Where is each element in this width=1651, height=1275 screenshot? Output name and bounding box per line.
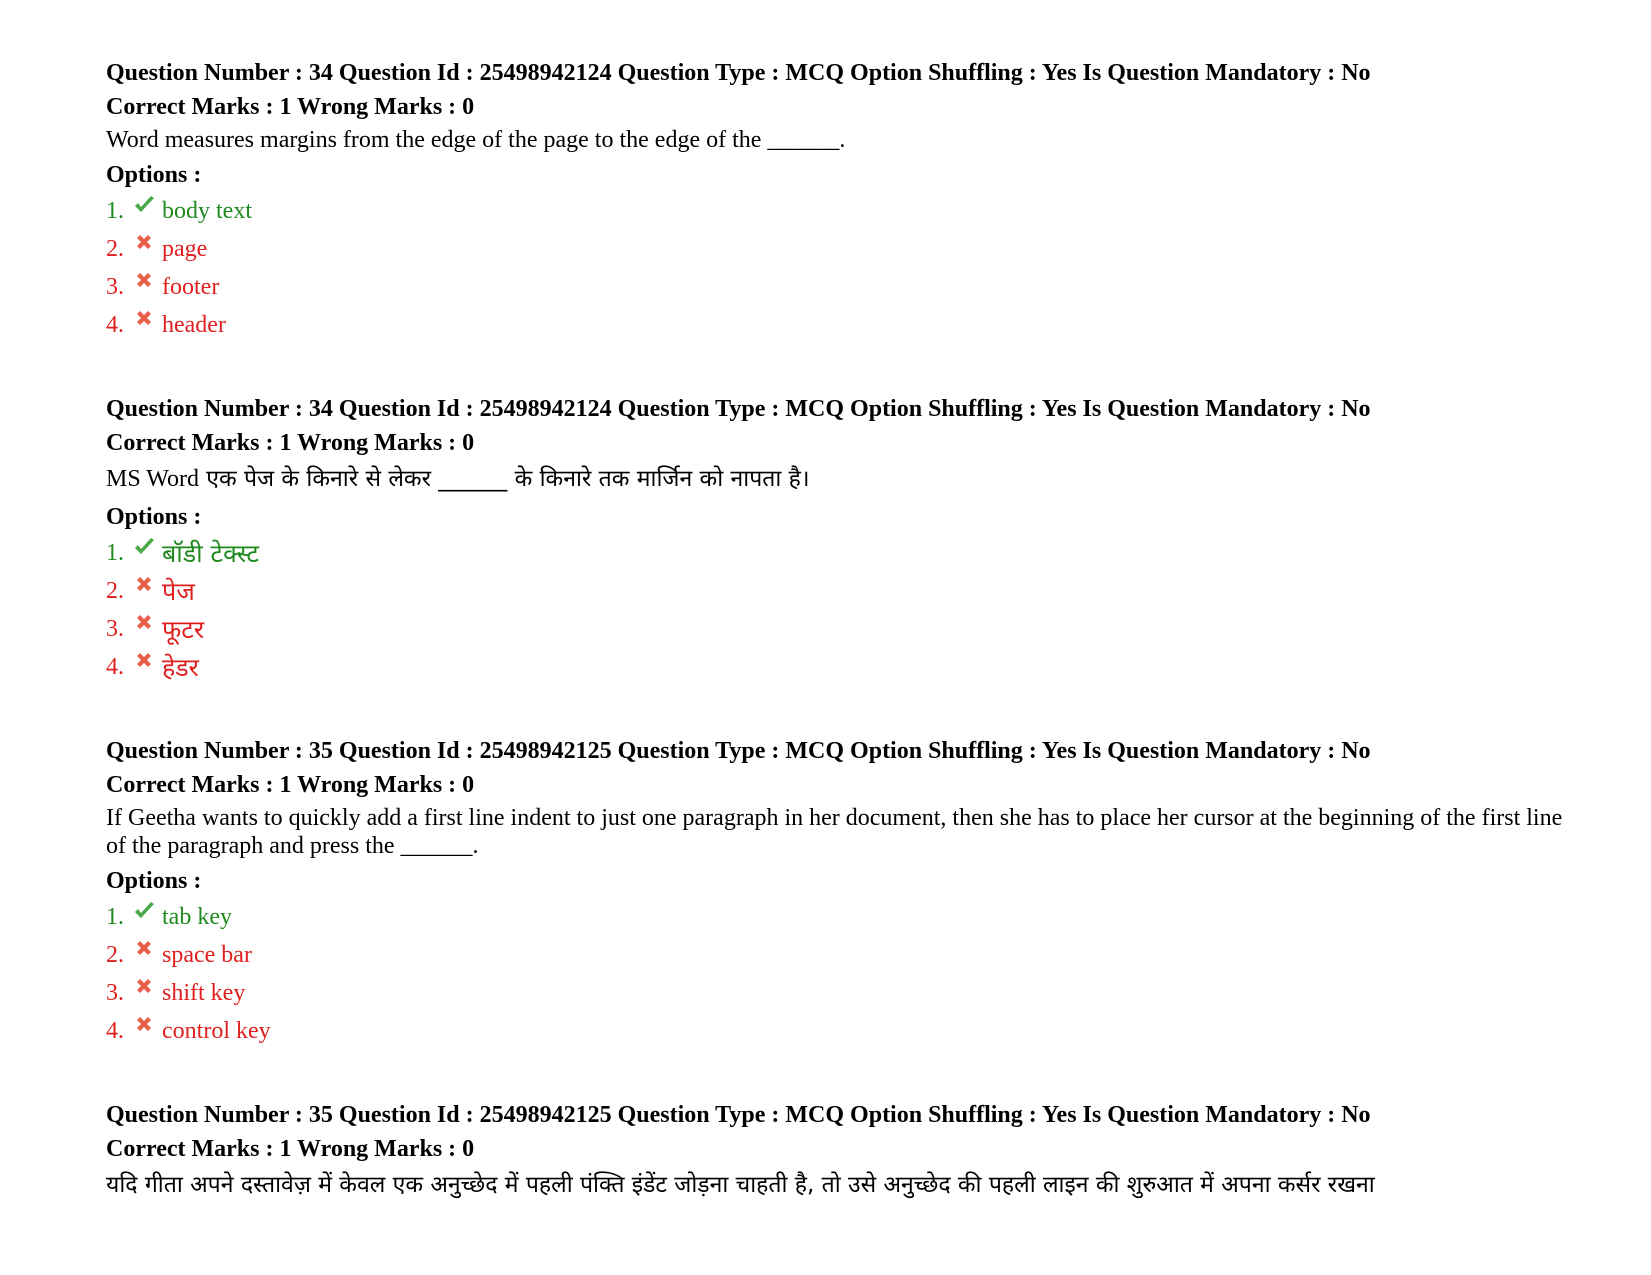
options-list <box>106 192 1566 344</box>
option-number: 1. <box>106 539 124 566</box>
option-number: 2. <box>106 941 124 968</box>
option-text: body text <box>162 197 252 224</box>
cross-icon <box>132 231 156 255</box>
options-label: Options : <box>106 162 202 188</box>
question-marks: Correct Marks : 1 Wrong Marks : 0 <box>106 94 475 120</box>
cross-icon <box>132 269 156 293</box>
options-list <box>106 898 1566 1050</box>
question-text <box>106 462 1566 496</box>
check-icon <box>132 193 156 217</box>
option-item <box>106 230 1566 268</box>
option-text: हेडर <box>162 653 199 682</box>
option-item <box>106 936 1566 974</box>
option-number: 3. <box>106 615 124 642</box>
question-block <box>106 734 1566 1050</box>
question-text-hindi: एक पेज के किनारे से लेकर ______ के किनारे तक मार्जिन को नापता है। <box>206 466 810 492</box>
option-item <box>106 1012 1566 1050</box>
option-text: पेज <box>162 577 195 606</box>
option-text: फूटर <box>162 615 205 644</box>
question-marks: Correct Marks : 1 Wrong Marks : 0 <box>106 772 475 798</box>
question-meta: Question Number : 34 Question Id : 25498942124 Question Type : MCQ Option Shuffling : Yes Is Question Mandatory : No <box>106 60 1371 86</box>
option-item <box>106 648 1566 686</box>
question-text: Word measures margins from the edge of the page to the edge of the ______. <box>106 127 846 153</box>
question-meta: Question Number : 35 Question Id : 25498942125 Question Type : MCQ Option Shuffling : Yes Is Question Mandatory : No <box>106 738 1371 764</box>
option-number: 3. <box>106 979 124 1006</box>
question-text: If Geetha wants to quickly add a first line indent to just one paragraph in her document, then she has to place her cursor at the beginning of the first line of the paragraph and press the ______. <box>106 805 1563 859</box>
option-text: page <box>162 235 208 262</box>
cross-icon <box>132 975 156 999</box>
option-number: 2. <box>106 235 124 262</box>
option-item <box>106 572 1566 610</box>
option-text: space bar <box>162 941 252 968</box>
cross-icon <box>132 937 156 961</box>
option-text: tab key <box>162 903 232 930</box>
option-number: 4. <box>106 653 124 680</box>
option-text: control key <box>162 1017 271 1044</box>
option-item <box>106 268 1566 306</box>
option-item <box>106 898 1566 936</box>
option-item <box>106 974 1566 1012</box>
question-meta: Question Number : 34 Question Id : 25498942124 Question Type : MCQ Option Shuffling : Yes Is Question Mandatory : No <box>106 396 1371 422</box>
option-item <box>106 192 1566 230</box>
option-number: 3. <box>106 273 124 300</box>
question-block <box>106 1098 1566 1202</box>
cross-icon <box>132 307 156 331</box>
option-number: 1. <box>106 903 124 930</box>
question-meta: Question Number : 35 Question Id : 25498942125 Question Type : MCQ Option Shuffling : Yes Is Question Mandatory : No <box>106 1102 1371 1128</box>
option-item <box>106 306 1566 344</box>
question-block <box>106 56 1566 344</box>
question-marks: Correct Marks : 1 Wrong Marks : 0 <box>106 430 475 456</box>
cross-icon <box>132 573 156 597</box>
cross-icon <box>132 1013 156 1037</box>
option-item <box>106 534 1566 572</box>
options-label: Options : <box>106 868 202 894</box>
check-icon <box>132 535 156 559</box>
option-text: header <box>162 311 226 338</box>
option-number: 1. <box>106 197 124 224</box>
option-text: footer <box>162 273 220 300</box>
option-text: बॉडी टेक्स्ट <box>162 539 259 568</box>
check-icon <box>132 899 156 923</box>
options-label: Options : <box>106 504 202 530</box>
option-text: shift key <box>162 979 246 1006</box>
options-list <box>106 534 1566 686</box>
cross-icon <box>132 611 156 635</box>
question-paper <box>106 56 1566 1250</box>
question-text: यदि गीता अपने दस्तावेज़ में केवल एक अनुच्छेद में पहली पंक्ति इंडेंट जोड़ना चाहती है, तो उसे अनुच्छेद की पहली लाइन की शुरुआत में अपना कर्सर रखना <box>106 1172 1375 1198</box>
cross-icon <box>132 649 156 673</box>
question-block <box>106 392 1566 686</box>
question-marks: Correct Marks : 1 Wrong Marks : 0 <box>106 1136 475 1162</box>
question-text-prefix: MS Word <box>106 466 199 492</box>
option-item <box>106 610 1566 648</box>
option-number: 4. <box>106 311 124 338</box>
option-number: 2. <box>106 577 124 604</box>
option-number: 4. <box>106 1017 124 1044</box>
